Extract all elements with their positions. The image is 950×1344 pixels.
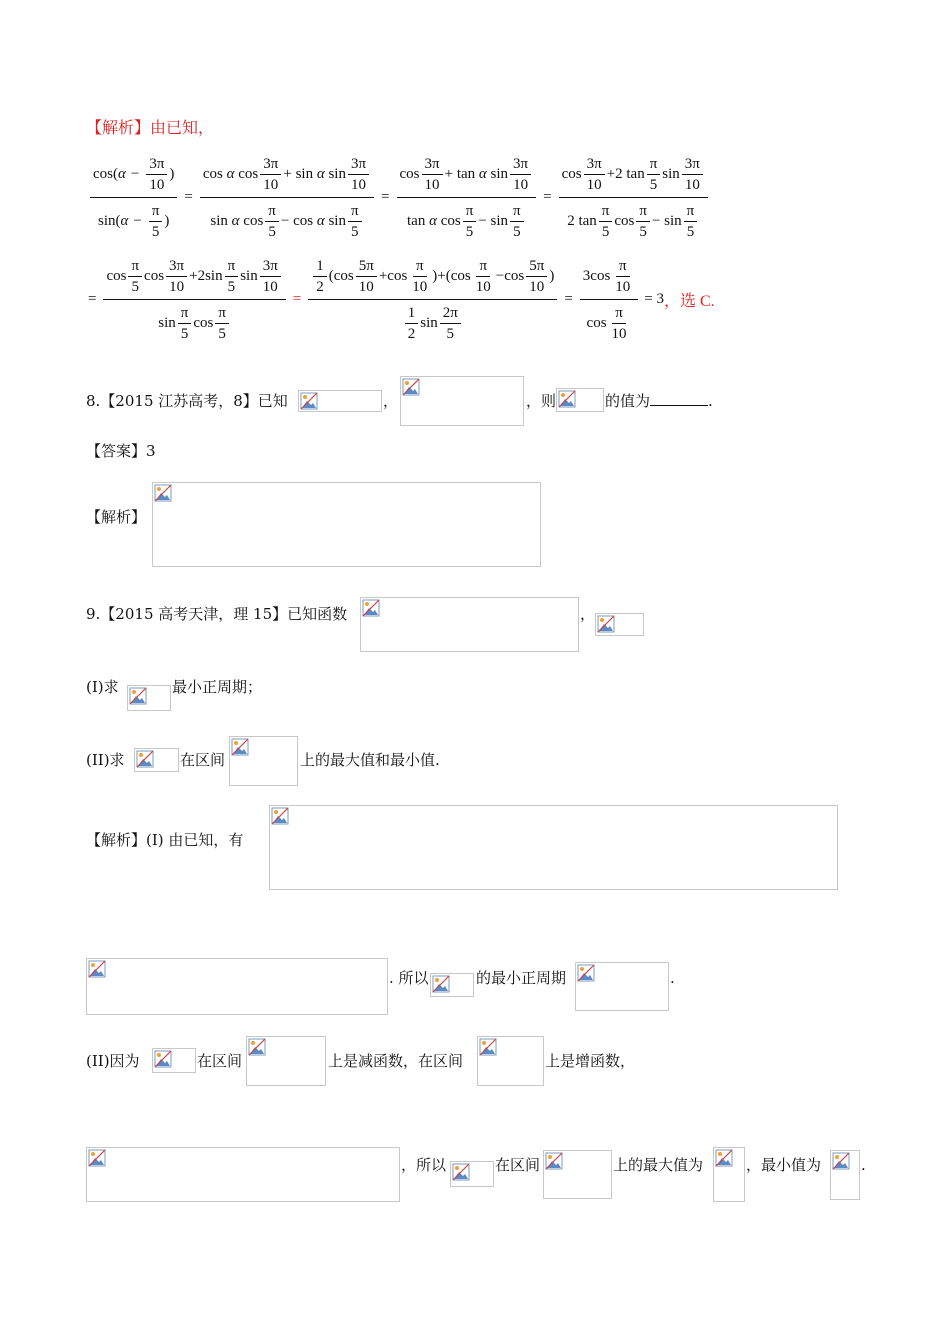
derivation-line-2 (88, 252, 715, 347)
q8-image-1 (298, 390, 382, 412)
ratio-product-to-sum: $\frac{1}{2}$ ( cos $\frac{5\pi}{10}$ + cos $\frac{\pi}{10}$ ) + ( cos $\frac{\pi}{10}$ − cos $\frac{5\pi}{10}$ ) $\frac{1}{2}$ sin $\frac{2\pi}{5}$ (308, 254, 557, 345)
solution-label: 【解析】 (86, 118, 151, 137)
broken-image-icon (577, 964, 595, 982)
broken-image-icon (402, 378, 420, 396)
broken-image-icon (545, 1152, 563, 1170)
sol9-period-text: 的最小正周期 (476, 969, 567, 987)
q9b-mid: 在区间 (180, 751, 226, 769)
sol8-image (152, 482, 541, 567)
sol9-decreasing: 上是减函数，在区间 (328, 1052, 464, 1070)
q9a-suffix: 最小正周期； (172, 678, 263, 696)
broken-image-icon (432, 975, 450, 993)
broken-image-icon (129, 687, 147, 705)
q8-then: ，则 (526, 392, 557, 410)
broken-image-icon (248, 1038, 266, 1056)
ratio-final: 3cos $\frac{\pi}{10}$ cos $\frac{\pi}{10}$ (580, 254, 639, 345)
broken-image-icon (154, 1050, 172, 1068)
sol9-image-12 (830, 1150, 860, 1200)
answer-8: 【答案】3 (86, 442, 156, 460)
q9a-prefix: (I)求 (86, 678, 119, 696)
equals: = (184, 189, 193, 205)
q9b-image-1 (134, 748, 179, 772)
broken-image-icon (271, 807, 289, 825)
ratio-tan: cos $\frac{3\pi}{10}$ + tan α sin $\frac{3\pi}{10}$ tan α cos $\frac{\pi}{5}$ − sin $\frac{\pi}{5}$ (397, 152, 537, 243)
sol9-image-9 (450, 1161, 494, 1187)
q9-stem: 9.【2015 高考天津，理 15】已知函数 (86, 605, 348, 623)
broken-image-icon (479, 1038, 497, 1056)
ratio-2tan: cos $\frac{3\pi}{10}$ + 2 tan $\frac{\pi}{5}$ sin $\frac{3\pi}{10}$ 2 tan $\frac{\pi}{5}$ cos $\frac{\pi}{5}$ − sin $\frac{\pi}{5}$ (559, 152, 708, 243)
broken-image-icon (832, 1152, 850, 1170)
solution-text: 由已知， (150, 118, 215, 137)
sol9-image-1 (269, 805, 838, 890)
sol9-extrema-so: ，所以 (401, 1156, 447, 1174)
sol8-label: 【解析】 (86, 508, 147, 526)
sol9-period-end: . (670, 969, 675, 987)
sol9-because: (II)因为 (86, 1052, 140, 1070)
broken-image-icon (597, 615, 615, 633)
q8-image-3 (556, 388, 604, 412)
equals: = (543, 189, 552, 205)
sol9-image-7 (477, 1036, 544, 1086)
sol9-increasing: 上是增函数， (545, 1052, 636, 1070)
broken-image-icon (452, 1163, 470, 1181)
q9-image-2 (595, 613, 644, 636)
result: = 3 (644, 291, 664, 307)
sol9-image-6 (246, 1036, 326, 1086)
sol9-image-10 (543, 1150, 612, 1199)
ratio-sin: cos $\frac{\pi}{5}$ cos $\frac{3\pi}{10}$ + 2sin $\frac{\pi}{5}$ sin $\frac{3\pi}{10}$ sin $\frac{\pi}{5}$ cos $\frac{\pi}{5}$ (103, 254, 285, 345)
sol9-image-3 (430, 973, 474, 997)
broken-image-icon (136, 750, 154, 768)
q9b-suffix: 上的最大值和最小值. (300, 751, 440, 769)
broken-image-icon (715, 1149, 733, 1167)
equals: = (381, 189, 390, 205)
sol9-extrema-end: . (861, 1156, 866, 1174)
answer-blank[interactable] (650, 391, 708, 406)
ratio-original: cos( α − $\frac{3\pi}{10}$ ) sin( α − $\frac{\pi}{5}$ ) (90, 152, 177, 243)
q9-image-1 (360, 597, 579, 652)
broken-image-icon (88, 960, 106, 978)
sol9-max-is: 上的最大值为 (613, 1156, 704, 1174)
sol9-intro: 【解析】(I) 由已知，有 (86, 831, 244, 849)
q9b-image-2 (229, 736, 298, 786)
broken-image-icon (154, 484, 172, 502)
sol9-image-8 (86, 1147, 400, 1202)
q8-image-2 (400, 376, 524, 426)
q8-value-is: 的值为 . (605, 392, 713, 410)
q8-comma: ， (383, 392, 399, 410)
q9b-prefix: (II)求 (86, 751, 125, 769)
answer-8-value: 3 (146, 442, 156, 460)
choice: ，选 C. (664, 293, 715, 310)
ratio-expanded: cos α cos $\frac{3\pi}{10}$ + sin α sin $\frac{3\pi}{10}$ sin α cos $\frac{\pi}{5}$ − cos α sin $\frac{\pi}{5}$ (200, 152, 374, 243)
q9-comma: ， (580, 605, 596, 623)
derivation-line-1 (88, 150, 710, 245)
broken-image-icon (362, 599, 380, 617)
solution-intro (86, 118, 214, 138)
sol9-extrema-interval: 在区间 (495, 1156, 541, 1174)
sol9-image-2 (86, 958, 388, 1015)
sol9-image-11 (713, 1147, 745, 1202)
broken-image-icon (231, 738, 249, 756)
sol9-image-5 (152, 1048, 196, 1073)
sol9-in-interval: 在区间 (197, 1052, 243, 1070)
equals: = (88, 291, 97, 307)
sol9-so: . 所以 (389, 969, 429, 987)
broken-image-icon (88, 1149, 106, 1167)
q9a-image (127, 685, 171, 711)
equals: = (564, 291, 573, 307)
sol9-min-is: ，最小值为 (746, 1156, 822, 1174)
broken-image-icon (300, 392, 318, 410)
broken-image-icon (558, 390, 576, 408)
equals-red: = (292, 291, 302, 307)
sol9-image-4 (575, 962, 669, 1011)
q8-stem: 8.【2015 江苏高考，8】已知 (86, 392, 288, 410)
